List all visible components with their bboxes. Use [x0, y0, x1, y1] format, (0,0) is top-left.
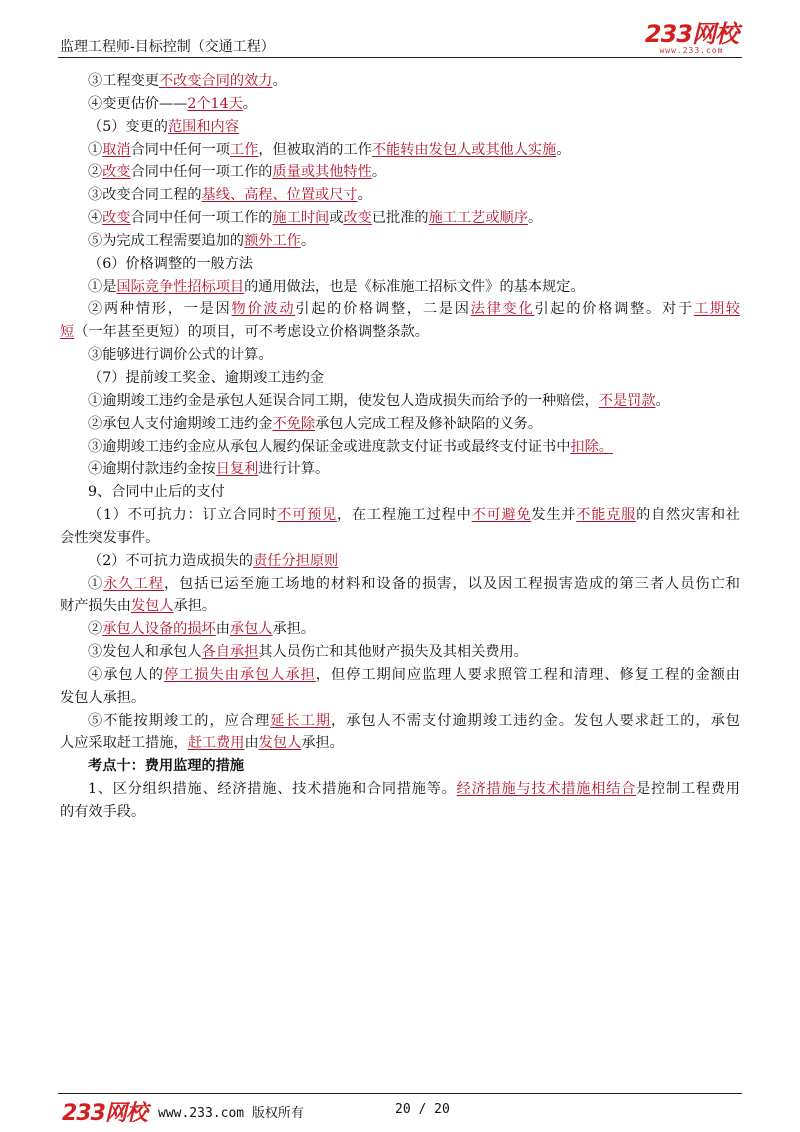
- text-segment: ④: [88, 210, 103, 227]
- text-line: [60, 93, 740, 116]
- highlighted-term: 经济措施与技术措施相结合: [456, 781, 637, 798]
- highlighted-term: 不可避免: [471, 507, 532, 524]
- text-line: [60, 230, 740, 253]
- text-segment: （2）不可抗力造成损失的: [88, 552, 254, 569]
- text-line: [60, 618, 740, 641]
- highlighted-term: 不可预见: [277, 507, 338, 524]
- text-line: [60, 504, 740, 527]
- footer-logo: 233网校: [62, 1101, 147, 1126]
- text-line: [60, 801, 740, 824]
- text-segment: 。: [357, 187, 372, 204]
- text-segment: 。: [556, 141, 571, 158]
- text-segment: ③能够进行调价公式的计算。: [88, 347, 273, 364]
- highlighted-term: 国际竞争性招标项目: [116, 278, 245, 295]
- text-segment: ④逾期付款违约金按: [88, 461, 216, 478]
- highlighted-term: 质量或其他特性: [272, 164, 372, 181]
- text-segment: 。: [655, 392, 670, 409]
- text-segment: ③发包人和承包人: [88, 644, 202, 661]
- text-line: [60, 70, 740, 93]
- text-line: [60, 458, 740, 481]
- brand-logo-mark: 233网校: [644, 20, 738, 48]
- text-segment: ④变更估价——: [88, 95, 188, 112]
- highlighted-term: 承包人设备的损坏: [102, 621, 216, 638]
- text-segment: ②承包人支付逾期竣工违约金: [88, 415, 273, 432]
- brand-logo: [645, 22, 738, 55]
- highlighted-term: 扣除。: [570, 438, 613, 455]
- text-segment: 财产损失由: [60, 598, 131, 615]
- highlighted-term: 额外工作: [244, 232, 301, 249]
- highlighted-term: 基线、高程、位置或尺寸: [201, 187, 358, 204]
- text-segment: ②两种情形，一是因: [88, 301, 232, 318]
- text-segment: ，但停工期间应监理人要求照管工程和清理、修复工程的金额由: [315, 666, 740, 683]
- text-segment: 发生并: [531, 507, 577, 524]
- text-segment: ，在工程施工过程中: [337, 507, 472, 524]
- text-line: [60, 732, 740, 755]
- text-line: [60, 367, 740, 390]
- text-segment: 的自然灾害和社: [636, 507, 740, 524]
- highlighted-term: 短: [60, 324, 75, 341]
- highlighted-term: 日复利: [215, 461, 259, 478]
- text-segment: 。: [371, 164, 387, 181]
- text-segment: 合同中任何一项工作的: [130, 164, 273, 181]
- text-line: [60, 184, 740, 207]
- text-segment: 发包人承担。: [60, 689, 146, 706]
- highlighted-term: 范围和内容: [167, 118, 239, 135]
- text-segment: 9、合同中止后的支付: [88, 484, 225, 501]
- text-line: [60, 710, 740, 733]
- highlighted-term: 责任分担原则: [253, 552, 339, 569]
- footer-copyright: www.233.com 版权所有: [158, 1106, 304, 1121]
- text-segment: 的有效手段。: [60, 804, 146, 820]
- text-segment: ⑤为完成工程需要追加的: [88, 232, 245, 249]
- header-title: 监理工程师-目标控制（交通工程）: [60, 39, 275, 55]
- highlighted-term: 2个14天: [187, 95, 243, 112]
- text-segment: 的通用做法，也是《标准施工招标文件》的基本规定。: [244, 278, 585, 295]
- text-segment: 由: [244, 735, 259, 752]
- text-line: [60, 481, 740, 504]
- highlighted-term: 延长工期: [270, 712, 331, 729]
- text-line: [60, 321, 740, 344]
- text-line: [60, 550, 740, 573]
- highlighted-term: 改变: [102, 164, 131, 181]
- text-line: [60, 755, 740, 778]
- text-segment: ④承包人的: [88, 666, 164, 683]
- highlighted-term: 发包人: [258, 735, 302, 752]
- highlighted-term: 取消: [102, 141, 131, 158]
- text-segment: ③工程变更: [88, 73, 159, 89]
- text-line: [60, 413, 740, 436]
- highlighted-term: 改变: [102, 210, 131, 227]
- highlighted-term: 发包人: [130, 598, 174, 615]
- text-segment: 会性突发事件。: [60, 529, 160, 546]
- highlighted-term: 物价波动: [231, 301, 296, 318]
- text-segment: 。: [300, 232, 316, 249]
- brand-logo-url: www.233.com: [659, 46, 724, 55]
- text-segment: 已批准的: [371, 210, 429, 227]
- text-segment: （7）提前竣工奖金、逾期竣工违约金: [88, 369, 325, 386]
- highlighted-term: 施工工艺或顺序: [428, 210, 528, 227]
- text-line: [60, 161, 740, 184]
- text-segment: （5）变更的: [88, 118, 168, 135]
- text-line: [60, 687, 740, 710]
- text-segment: ③逾期竣工违约金应从承包人履约保证金或进度款支付证书或最终支付证书中: [88, 438, 571, 455]
- text-segment: ①: [88, 141, 103, 158]
- text-segment: 是控制工程费用: [636, 781, 740, 798]
- text-segment: ，承包人不需支付逾期竣工违约金。发包人要求赶工的，承包: [330, 712, 740, 729]
- text-line: [60, 139, 740, 162]
- text-line: [60, 253, 740, 276]
- text-line: [60, 344, 740, 367]
- highlighted-term: 改变: [343, 210, 372, 227]
- text-segment: 1、区分组织措施、经济措施、技术措施和合同措施等。: [88, 781, 457, 798]
- text-segment: 引起的价格调整。对于: [534, 301, 694, 318]
- text-line: [60, 390, 740, 413]
- text-segment: 。: [527, 210, 543, 227]
- text-line: [60, 116, 740, 139]
- text-line: [60, 595, 740, 618]
- section-heading: 考点十：费用监理的措施: [88, 758, 245, 775]
- text-segment: ⑤不能按期竣工的，应合理: [88, 712, 271, 729]
- text-segment: 承担。: [173, 598, 217, 615]
- highlighted-term: 工作: [229, 141, 259, 158]
- highlighted-term: 不能转由发包人或其他人实施: [371, 141, 557, 158]
- text-line: [60, 573, 740, 596]
- document-body: [60, 70, 740, 824]
- header-divider: [58, 57, 742, 58]
- highlighted-term: 不是罚款: [598, 392, 656, 409]
- text-segment: ①: [88, 575, 104, 592]
- highlighted-term: 不免除: [272, 415, 316, 432]
- highlighted-term: 不能克服: [576, 507, 637, 524]
- text-line: [60, 298, 740, 321]
- text-segment: ①逾期竣工违约金是承包人延误合同工期，使发包人造成损失而给予的一种赔偿，: [88, 392, 599, 409]
- text-line: [60, 778, 740, 801]
- text-line: [60, 641, 740, 664]
- text-line: [60, 276, 740, 299]
- text-segment: 承包人完成工程及修补缺陷的义务。: [315, 415, 543, 432]
- text-segment: 合同中任何一项: [130, 141, 230, 158]
- text-segment: （一年甚至更短）的项目，可不考虑设立价格调整条款。: [74, 324, 429, 341]
- text-segment: ②: [88, 621, 103, 638]
- highlighted-term: 工期较: [693, 301, 740, 318]
- text-segment: 其人员伤亡和其他财产损失及其相关费用。: [258, 644, 528, 661]
- text-segment: （6）价格调整的一般方法: [88, 255, 254, 272]
- text-segment: ③改变合同工程的: [88, 187, 202, 204]
- highlighted-term: 停工损失由承包人承担: [163, 666, 316, 683]
- text-line: [60, 207, 740, 230]
- highlighted-term: 法律变化: [470, 301, 535, 318]
- highlighted-term: 各自承担: [201, 644, 259, 661]
- highlighted-term: 不改变合同的效力: [158, 73, 273, 89]
- text-segment: 。: [242, 95, 257, 112]
- text-segment: 承担。: [272, 621, 316, 638]
- highlighted-term: 永久工程: [103, 575, 164, 592]
- text-segment: 进行计算。: [258, 461, 330, 478]
- footer-divider: [58, 1093, 742, 1094]
- text-segment: 承担。: [301, 735, 344, 752]
- text-segment: 合同中任何一项工作的: [130, 210, 273, 227]
- text-line: [60, 527, 740, 550]
- text-segment: ，但被取消的工作: [258, 141, 372, 158]
- highlighted-term: 承包人: [229, 621, 273, 638]
- highlighted-term: 施工时间: [272, 210, 330, 227]
- text-segment: 人应采取赶工措施，: [60, 735, 188, 752]
- text-segment: ，包括已运至施工场地的材料和设备的损害，以及因工程损害造成的第三者人员伤亡和: [163, 575, 740, 592]
- text-line: [60, 664, 740, 687]
- text-segment: 。: [272, 73, 287, 89]
- text-line: [60, 436, 740, 459]
- text-segment: 或: [329, 210, 344, 227]
- text-segment: ②: [88, 164, 103, 181]
- text-segment: 引起的价格调整，二是因: [295, 301, 471, 318]
- page-number: 20 / 20: [395, 1102, 450, 1117]
- text-segment: （1）不可抗力：订立合同时: [88, 507, 278, 524]
- text-segment: ①是: [88, 278, 117, 295]
- text-segment: 由: [215, 621, 230, 638]
- highlighted-term: 赶工费用: [187, 735, 245, 752]
